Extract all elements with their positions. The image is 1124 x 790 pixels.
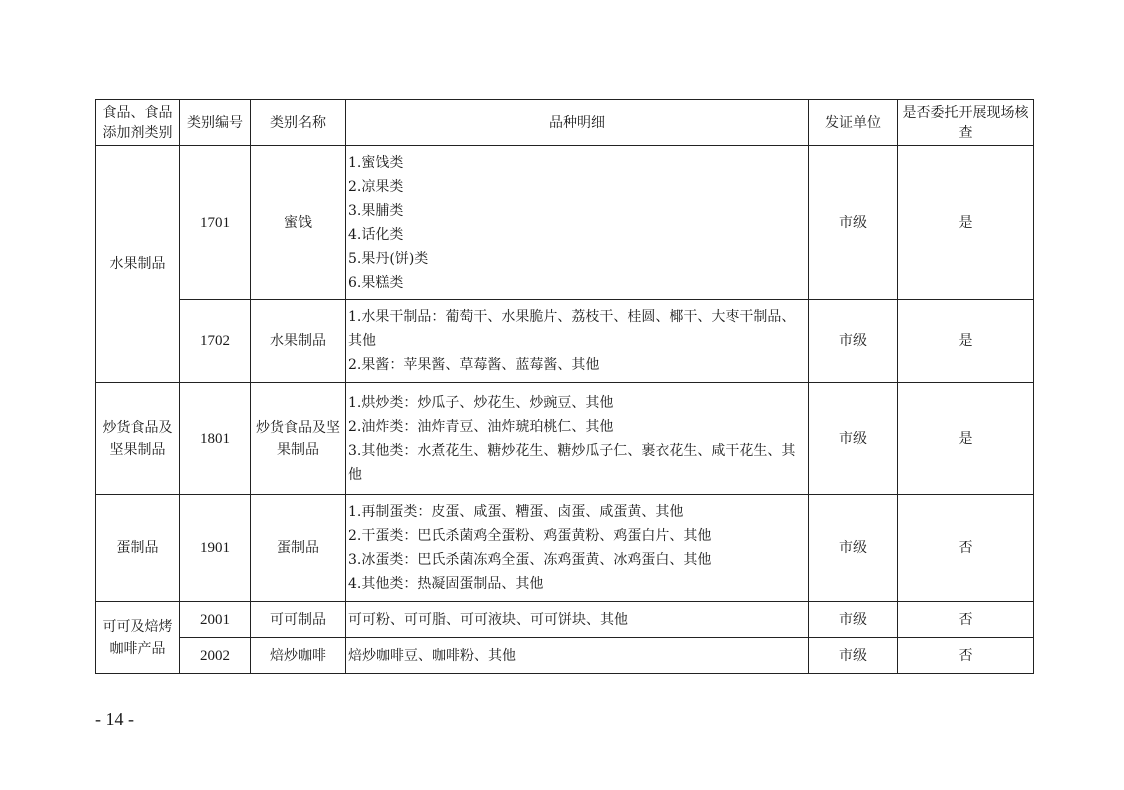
table-row xyxy=(96,383,1034,495)
table-row xyxy=(96,300,1034,383)
code-cell: 1901 xyxy=(180,495,251,602)
table-row xyxy=(96,146,1034,300)
header-detail: 品种明细 xyxy=(346,100,809,146)
onsite-cell: 否 xyxy=(898,495,1034,602)
detail-cell xyxy=(346,602,809,638)
detail-cell xyxy=(346,300,809,383)
category-cell: 可可及焙烤咖啡产品 xyxy=(96,602,180,674)
header-issuer: 发证单位 xyxy=(809,100,898,146)
header-category: 食品、食品添加剂类别 xyxy=(96,100,180,146)
table-row xyxy=(96,602,1034,638)
issuer-cell: 市级 xyxy=(809,146,898,300)
issuer-cell: 市级 xyxy=(809,638,898,674)
onsite-cell: 否 xyxy=(898,638,1034,674)
detail-cell xyxy=(346,495,809,602)
issuer-cell: 市级 xyxy=(809,383,898,495)
detail-line: 1.再制蛋类：皮蛋、咸蛋、糟蛋、卤蛋、咸蛋黄、其他 xyxy=(348,504,684,520)
detail-line: 1.水果干制品：葡萄干、水果脆片、荔枝干、桂圆、椰干、大枣干制品、其他 xyxy=(348,309,796,349)
detail-line: 3.其他类：水煮花生、糖炒花生、糖炒瓜子仁、裹衣花生、咸干花生、其他 xyxy=(348,442,796,483)
table-row xyxy=(96,638,1034,674)
detail-line: 2.凉果类 xyxy=(348,178,404,195)
category-cell: 水果制品 xyxy=(96,146,180,383)
name-cell: 炒货食品及坚果制品 xyxy=(251,383,346,495)
detail-line: 可可粉、可可脂、可可液块、可可饼块、其他 xyxy=(348,611,628,628)
code-cell: 1701 xyxy=(180,146,251,300)
detail-line: 3.冰蛋类：巴氏杀菌冻鸡全蛋、冻鸡蛋黄、冰鸡蛋白、其他 xyxy=(348,552,712,568)
detail-line: 2.果酱：苹果酱、草莓酱、蓝莓酱、其他 xyxy=(348,357,600,373)
name-cell: 蛋制品 xyxy=(251,495,346,602)
onsite-cell: 是 xyxy=(898,383,1034,495)
detail-line: 1.蜜饯类 xyxy=(348,154,404,171)
detail-line: 5.果丹(饼)类 xyxy=(348,250,429,267)
issuer-cell: 市级 xyxy=(809,300,898,383)
table-header-row xyxy=(96,100,1034,146)
detail-cell xyxy=(346,383,809,495)
header-code: 类别编号 xyxy=(180,100,251,146)
onsite-cell: 是 xyxy=(898,300,1034,383)
category-cell: 蛋制品 xyxy=(96,495,180,602)
detail-line: 2.油炸类：油炸青豆、油炸琥珀桃仁、其他 xyxy=(348,418,614,435)
issuer-cell: 市级 xyxy=(809,602,898,638)
code-cell: 1801 xyxy=(180,383,251,495)
name-cell: 蜜饯 xyxy=(251,146,346,300)
name-cell: 焙炒咖啡 xyxy=(251,638,346,674)
table-row xyxy=(96,495,1034,602)
detail-line: 4.话化类 xyxy=(348,226,404,243)
detail-line: 3.果脯类 xyxy=(348,202,404,219)
code-cell: 2002 xyxy=(180,638,251,674)
detail-line: 6.果糕类 xyxy=(348,274,404,291)
onsite-cell: 是 xyxy=(898,146,1034,300)
detail-cell xyxy=(346,146,809,300)
page-number: - 14 - xyxy=(95,709,134,729)
detail-line: 焙炒咖啡豆、咖啡粉、其他 xyxy=(348,647,516,664)
food-category-table xyxy=(95,99,1034,674)
code-cell: 2001 xyxy=(180,602,251,638)
detail-line: 1.烘炒类：炒瓜子、炒花生、炒豌豆、其他 xyxy=(348,394,614,411)
category-cell: 炒货食品及坚果制品 xyxy=(96,383,180,495)
name-cell: 可可制品 xyxy=(251,602,346,638)
detail-cell xyxy=(346,638,809,674)
issuer-cell: 市级 xyxy=(809,495,898,602)
name-cell: 水果制品 xyxy=(251,300,346,383)
onsite-cell: 否 xyxy=(898,602,1034,638)
header-name: 类别名称 xyxy=(251,100,346,146)
detail-line: 4.其他类：热凝固蛋制品、其他 xyxy=(348,576,544,592)
detail-line: 2.干蛋类：巴氏杀菌鸡全蛋粉、鸡蛋黄粉、鸡蛋白片、其他 xyxy=(348,528,712,544)
header-onsite: 是否委托开展现场核查 xyxy=(898,100,1034,146)
code-cell: 1702 xyxy=(180,300,251,383)
